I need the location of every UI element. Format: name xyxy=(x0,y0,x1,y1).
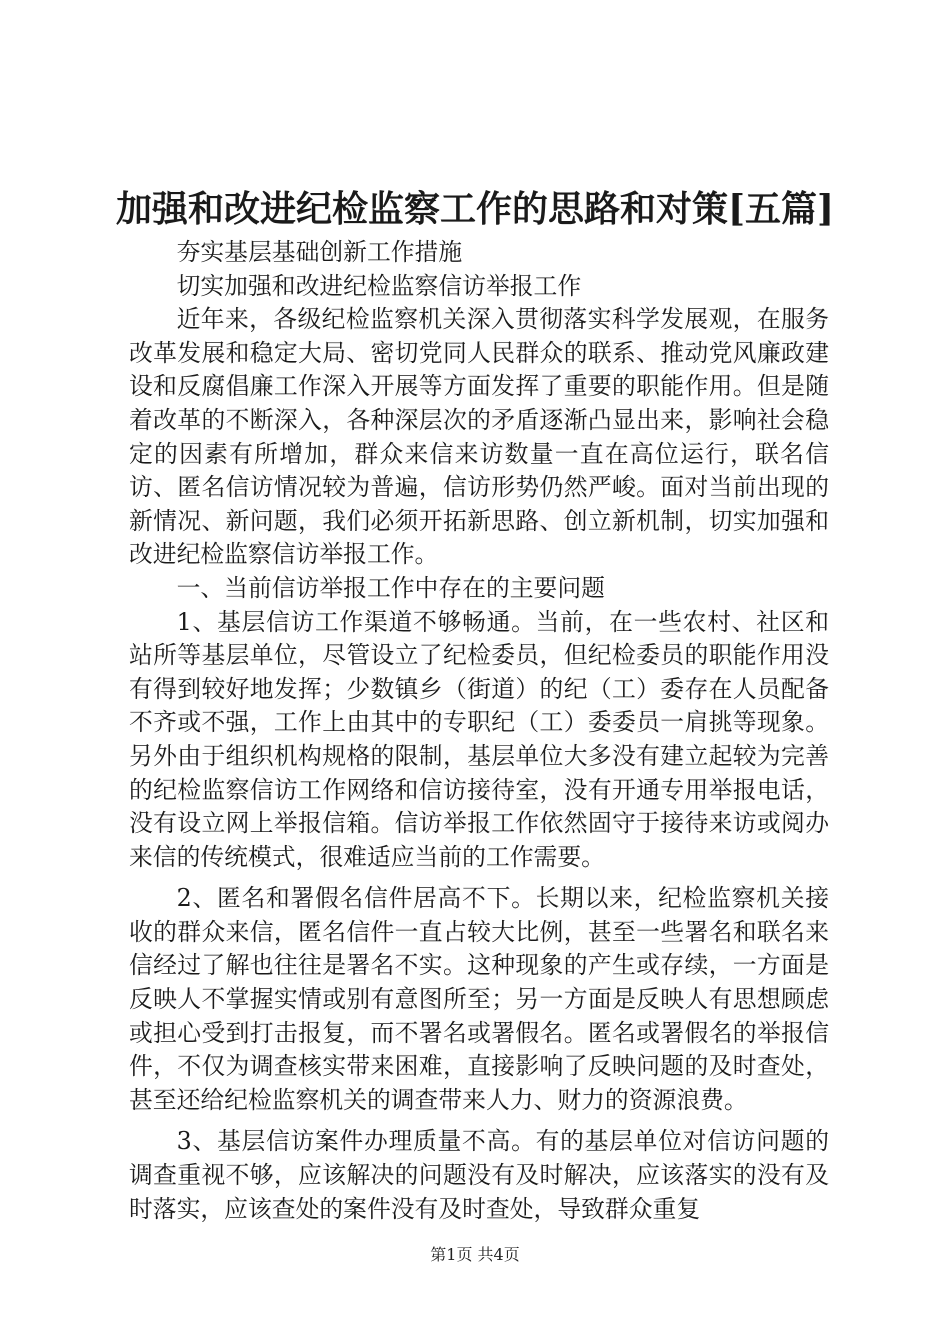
section-heading: 一、当前信访举报工作中存在的主要问题 xyxy=(176,573,605,602)
document-body xyxy=(129,236,829,1226)
paragraph-point-3: 3、基层信访案件办理质量不高。有的基层单位对信访问题的调查重视不够，应该解决的问题没有及时解决，应该落实的没有及时落实，应该查处的案件没有及时查处，导致群众重复 xyxy=(129,1127,829,1223)
paragraph-point-2: 2、匿名和署假名信件居高不下。长期以来，纪检监察机关接收的群众来信，匿名信件一直占较大比例，甚至一些署名和联名来信经过了解也往往是署名不实。这种现象的产生或存续，一方面是反映人不掌握实情或别有意图所至；另一方面是反映人有思想顾虑或担心受到打击报复，而不署名或署假名。匿名或署假名的举报信件，不仅为调查核实带来困难，直接影响了反映问题的及时查处，甚至还给纪检监察机关的调查带来人力、财力的资源浪费。 xyxy=(129,884,829,1114)
document-title: 加强和改进纪检监察工作的思路和对策[五篇] xyxy=(115,188,835,230)
page-footer: 第1页 共4页 xyxy=(430,1245,520,1264)
paragraph-point-1: 1、基层信访工作渠道不够畅通。当前，在一些农村、社区和站所等基层单位，尽管设立了纪检委员，但纪检委员的职能作用没有得到较好地发挥；少数镇乡（街道）的纪（工）委存在人员配备不齐或不强，工作上由其中的专职纪（工）委委员一肩挑等现象。另外由于组织机构规格的限制，基层单位大多没有建立起较为完善的纪检监察信访工作网络和信访接待室，没有开通专用举报电话，没有设立网上举报信箱。信访举报工作依然固守于接待来访或阅办来信的传统模式，很难适应当前的工作需要。 xyxy=(129,607,829,871)
subheading-1: 夯实基层基础创新工作措施 xyxy=(176,238,463,266)
paragraph-intro: 近年来，各级纪检监察机关深入贯彻落实科学发展观，在服务改革发展和稳定大局、密切党同人民群众的联系、推动党风廉政建设和反腐倡廉工作深入开展等方面发挥了重要的职能作用。但是随着改革的不断深入，各种深层次的矛盾逐渐凸显出来，影响社会稳定的因素有所增加，群众来信来访数量一直在高位运行，联名信访、匿名信访情况较为普遍，信访形势仍然严峻。面对当前出现的新情况、新问题，我们必须开拓新思路、创立新机制，切实加强和改进纪检监察信访举报工作。 xyxy=(129,305,829,569)
subheading-2: 切实加强和改进纪检监察信访举报工作 xyxy=(176,271,582,300)
